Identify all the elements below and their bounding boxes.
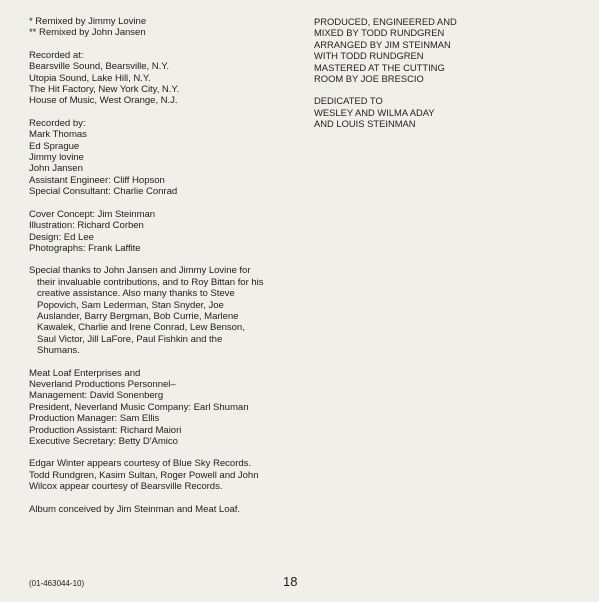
page-number: 18: [283, 574, 298, 589]
credit-line: Special Consultant: Charlie Conrad: [29, 186, 178, 198]
credit-line: Assistant Engineer: Cliff Hopson: [29, 174, 165, 186]
credit-line: Utopia Sound, Lake Hill, N.Y.: [29, 72, 151, 84]
credit-line: WESLEY AND WILMA ADAY: [314, 106, 435, 118]
credit-line: ** Remixed by John Jansen: [29, 27, 146, 39]
credit-line: House of Music, West Orange, N.J.: [29, 95, 178, 107]
credit-line: Illustration: Richard Corben: [29, 220, 144, 232]
paragraph-gap: [29, 107, 299, 118]
credit-line: Mark Thomas: [29, 129, 87, 141]
credit-line: their invaluable contributions, and to Roy Bittan for his: [37, 276, 264, 288]
credit-line: Cover Concept: Jim Steinman: [29, 208, 156, 220]
credit-line: Photographs: Frank Laffite: [29, 242, 141, 254]
credit-line: Ed Sprague: [29, 140, 80, 152]
credit-line: ROOM BY JOE BRESCIO: [314, 73, 424, 85]
paragraph-gap: [314, 84, 584, 95]
credits-right-column: [314, 16, 584, 130]
credit-line: creative assistance. Also many thanks to Steve: [37, 288, 235, 300]
credit-line: Neverland Productions Personnel–: [29, 378, 176, 390]
credit-line: Recorded at:: [29, 49, 84, 61]
credit-paragraph: [29, 368, 299, 448]
credit-line: Management: David Sonenberg: [29, 390, 164, 402]
credit-paragraph: [29, 209, 299, 255]
credit-line: John Jansen: [29, 163, 83, 175]
credit-line: Special thanks to John Jansen and Jimmy Lovine for: [29, 265, 251, 277]
credit-paragraph: [314, 95, 584, 129]
credit-paragraph: [29, 458, 299, 492]
paragraph-gap: [29, 493, 299, 504]
credit-line: Meat Loaf Enterprises and: [29, 367, 141, 379]
credit-line: MIXED BY TODD RUNDGREN: [314, 27, 445, 39]
credit-line: Album conceived by Jim Steinman and Meat Loaf.: [29, 503, 241, 515]
credit-line: Design: Ed Lee: [29, 231, 94, 243]
credit-line: Shumans.: [37, 345, 80, 357]
credit-line: Edgar Winter appears courtesy of Blue Sky Records.: [29, 458, 251, 470]
paragraph-gap: [29, 39, 299, 50]
credit-line: President, Neverland Music Company: Earl Shuman: [29, 401, 249, 413]
paragraph-gap: [29, 198, 299, 209]
credit-line: ARRANGED BY JIM STEINMAN: [314, 38, 451, 50]
credit-line: Executive Secretary: Betty D'Amico: [29, 436, 178, 447]
credit-line: Production Assistant: Richard Maiori: [29, 424, 182, 436]
credit-line: MASTERED AT THE CUTTING: [314, 61, 445, 73]
credit-line: WITH TODD RUNDGREN: [314, 50, 424, 62]
credit-paragraph: [314, 16, 584, 84]
credit-line: Jimmy lovine: [29, 152, 84, 164]
paragraph-gap: [29, 254, 299, 265]
credit-paragraph: [29, 50, 299, 107]
paragraph-gap: [29, 447, 299, 458]
credit-line: The Hit Factory, New York City, N.Y.: [29, 84, 180, 96]
credit-line: Bearsville Sound, Bearsville, N.Y.: [29, 61, 169, 73]
credit-line: Auslander, Barry Bergman, Bob Currie, Marlene: [37, 310, 239, 322]
credit-line: * Remixed by Jimmy Lovine: [29, 16, 147, 27]
catalog-number: (01-463044-10): [29, 579, 85, 588]
credit-line: Production Manager: Sam Ellis: [29, 413, 160, 425]
credit-paragraph: [29, 118, 299, 198]
credit-line: Popovich, Sam Lederman, Stan Snyder, Joe: [37, 299, 224, 311]
paragraph-gap: [29, 357, 299, 368]
credit-line: Recorded by:: [29, 117, 86, 129]
credit-line: Saul Victor, Jill LaFore, Paul Fishkin and the: [37, 333, 223, 345]
credits-left-column: [29, 16, 299, 515]
credit-line: Todd Rundgren, Kasim Sultan, Roger Powell and John: [29, 469, 259, 481]
credit-line: AND LOUIS STEINMAN: [314, 118, 416, 130]
credit-paragraph: [29, 504, 299, 515]
credit-line: Kawalek, Charlie and Irene Conrad, Lew Benson,: [37, 322, 245, 334]
credit-line: Wilcox appear courtesy of Bearsville Records.: [29, 481, 223, 493]
credit-line: DEDICATED TO: [314, 95, 383, 107]
credit-paragraph: [29, 16, 299, 39]
credit-paragraph: [29, 265, 299, 356]
credit-line: PRODUCED, ENGINEERED AND: [314, 16, 457, 27]
